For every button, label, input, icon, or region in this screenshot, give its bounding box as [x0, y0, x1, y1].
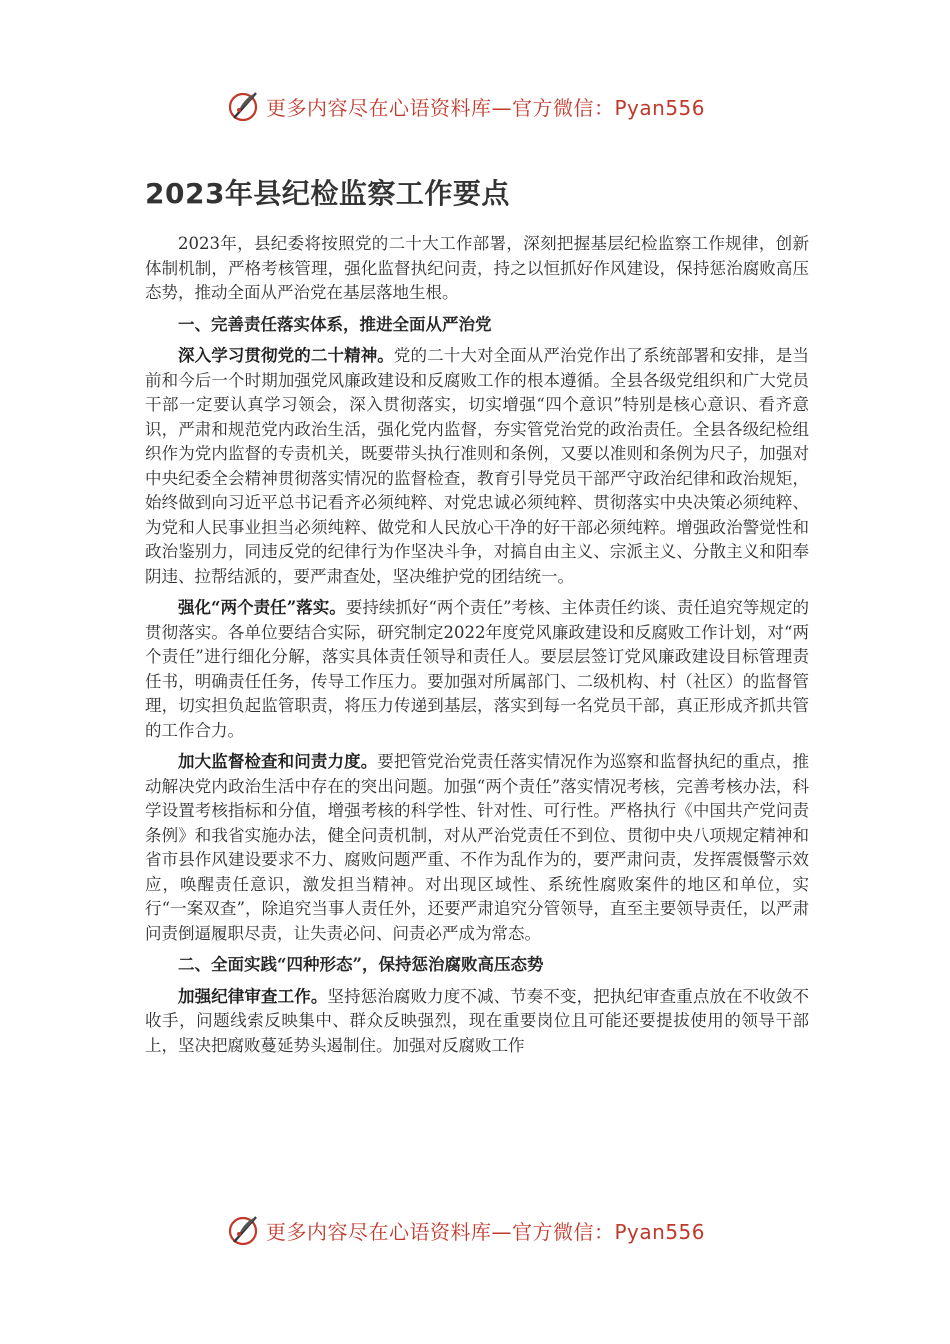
- paragraph-2-lead: 强化“两个责任”落实。: [178, 598, 346, 617]
- paragraph-4: [145, 985, 809, 1059]
- footer-banner: [226, 1210, 705, 1250]
- banner-text: 更多内容尽在心语资料库—官方微信：Pyan556: [266, 1219, 706, 1244]
- paragraph-1-lead: 深入学习贯彻党的二十精神。: [178, 346, 394, 365]
- paragraph-4-text: 坚持惩治腐败力度不减、节奏不变，把执纪审查重点放在不收敛不收手，问题线索反映集中、群众反映强烈，现在重要岗位且可能还要提拔使用的领导干部上，坚决把腐败蔓延势头遏制住。加强对反腐败工作: [145, 986, 810, 1055]
- paragraph-3: [145, 750, 809, 946]
- paragraph-1-text: 党的二十大对全面从严治党作出了系统部署和安排，是当前和今后一个时期加强党风廉政建设和反腐败工作的根本遵循。全县各级党组织和广大党员干部一定要认真学习领会，深入贯彻落实，切实增强“四个意识”特别是核心意识、看齐意识，严肃和规范党内政治生活，强化党内监督，夯实管党治党的政治责任。全县各级纪检组织作为党内监督的专责机关，既要带头执行准则和条例，又要以准则和条例为尺子，加强对中央纪委全会精神贯彻落实情况的监督检查，教育引导党员干部严守政治纪律和政治规矩，始终做到向习近平总书记看齐必须纯粹、对党忠诚必须纯粹、贯彻落实中央决策必须纯粹、为党和人民事业担当必须纯粹、做党和人民放心干净的好干部必须纯粹。增强政治警觉性和政治鉴别力，同违反党的纪律行为作坚决斗争，对搞自由主义、宗派主义、分散主义和阳奉阴违、拉帮结派的，要严肃查处，坚决维护党的团结统一。: [145, 346, 810, 586]
- paragraph-2: [145, 596, 809, 743]
- paragraph-3-text: 要把管党治党责任落实情况作为巡察和监督执纪的重点，推动解决党内政治生活中存在的突出问题。加强“两个责任”落实情况考核，完善考核办法，科学设置考核指标和分值，增强考核的科学性、针对性、可行性。严格执行《中国共产党问责条例》和我省实施办法，健全问责机制，对从严治党责任不到位、贯彻中央八项规定精神和省市县作风建设要求不力、腐败问题严重、不作为乱作为的，要严肃问责，发挥震慑警示效应，唤醒责任意识，激发担当精神。对出现区域性、系统性腐败案件的地区和单位，实行“一案双查”，除追究当事人责任外，还要严肃追究分管领导，直至主要领导责任，以严肃问责倒逼履职尽责，让失责必问、问责必严成为常态。: [145, 752, 810, 943]
- paragraph-4-lead: 加强纪律审查工作。: [178, 986, 328, 1006]
- header-banner: [226, 86, 705, 126]
- section-heading-2: 二、全面实践“四种形态”，保持惩治腐败高压态势: [178, 955, 544, 974]
- paragraph-1: [145, 344, 809, 589]
- paragraph-2-text: 要持续抓好“两个责任”考核、主体责任约谈、责任追究等规定的贯彻落实。各单位要结合实际，研究制定2022年度党风廉政建设和反腐败工作计划，对“两个责任”进行细化分解，落实具体责任领导和责任人。要层层签订党风廉政建设目标管理责任书，明确责任任务，传导工作压力。要加强对所属部门、二级机构、村（社区）的监督管理，切实担负起监管职责，将压力传递到基层，落实到每一名党员干部，真正形成齐抓共管的工作合力。: [145, 598, 810, 740]
- document-body: [145, 232, 809, 1065]
- banner-text: 更多内容尽在心语资料库—官方微信：Pyan556: [266, 95, 706, 120]
- section-heading-1: 一、完善责任落实体系，推进全面从严治党: [178, 314, 492, 334]
- quill-pen-logo-icon: [226, 1212, 262, 1248]
- document-title: 2023年县纪检监察工作要点: [145, 177, 510, 210]
- quill-pen-logo-icon: [226, 88, 262, 124]
- intro-paragraph: 2023年，县纪委将按照党的二十大工作部署，深刻把握基层纪检监察工作规律，创新体制机制，严格考核管理，强化监督执纪问责，持之以恒抓好作风建设，保持惩治腐败高压态势，推动全面从严治党在基层落地生根。: [145, 234, 809, 302]
- paragraph-3-lead: 加大监督检查和问责力度。: [178, 752, 378, 771]
